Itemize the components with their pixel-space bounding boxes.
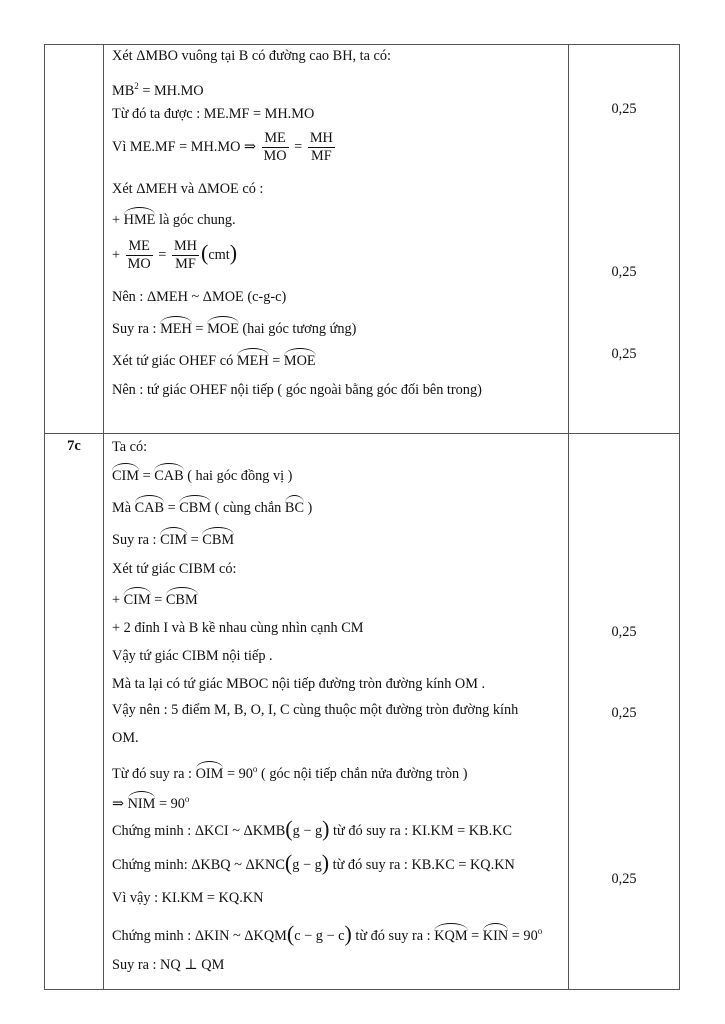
solution-line: Xét tứ giác CIBM có:: [112, 561, 237, 577]
angle-arc: HME: [123, 212, 156, 228]
solution-line: Vì ME.MF = MH.MO ⇒ $\frac{ME}{MO}$ = $\frac{MH}{MF}$: [112, 130, 333, 164]
solution-line: CIM = CAB ( hai góc đồng vị ): [112, 468, 293, 484]
solution-line: ⇒ NIM = $90^o$: [112, 794, 190, 812]
table-row: [45, 45, 680, 434]
solution-line: + $\frac{ME}{MO}$ = $\frac{MH}{MF}$ (cmt): [112, 238, 238, 272]
solution-line: Từ đó ta được : ME.MF = MH.MO: [112, 106, 315, 122]
question-label: 7c: [67, 438, 81, 454]
angle-arc: CIM: [160, 532, 188, 548]
angle-arc: NIM: [127, 796, 156, 812]
arc-symbol: BC: [284, 500, 304, 516]
fraction: $\frac{ME}{MO}$: [263, 130, 287, 164]
solution-line: Chứng minh: ΔKBQ ~ ΔKNC(g − g) từ đó suy ra : KB.KC = KQ.KN: [112, 850, 515, 875]
solution-line: Vậy nên : 5 điểm M, B, O, I, C cùng thuộc một đường tròn đường kính: [112, 702, 519, 718]
solution-line: Xét ΔMBO vuông tại B có đường cao BH, ta có:: [112, 48, 392, 64]
angle-arc: KQM: [434, 928, 468, 944]
angle-arc: MOE: [283, 353, 316, 369]
fraction: $\frac{MH}{MF}$: [309, 130, 333, 164]
angle-arc: MEH: [160, 321, 192, 337]
angle-arc: CBM: [202, 532, 235, 548]
score-value: 0,25: [611, 264, 637, 280]
score-value: 0,25: [611, 101, 637, 117]
question-label-cell: [45, 45, 104, 434]
angle-arc: CBM: [179, 500, 212, 516]
score-value: 0,25: [611, 624, 637, 640]
solution-line: OM.: [112, 730, 139, 746]
angle-arc: MOE: [207, 321, 239, 337]
angle-arc: OIM: [195, 766, 224, 782]
solution-line: Xét ΔMEH và ΔMOE có :: [112, 181, 264, 197]
solution-line: $MB^2 = MH.MO$: [112, 81, 204, 99]
solution-line: + 2 đỉnh I và B kề nhau cùng nhìn cạnh CM: [112, 620, 364, 636]
score-value: 0,25: [611, 705, 637, 721]
angle-arc: MEH: [236, 353, 269, 369]
angle-arc: CBM: [165, 592, 198, 608]
solution-line: + CIM = CBM: [112, 592, 198, 608]
score-value: 0,25: [611, 871, 637, 887]
grading-table: [44, 44, 680, 990]
solution-line: Suy ra : CIM = CBM: [112, 532, 235, 548]
solution-line: Vậy tứ giác CIBM nội tiếp .: [112, 648, 273, 664]
solution-line: Mà CAB = CBM ( cùng chắn BC ): [112, 500, 313, 516]
angle-arc: KIN: [482, 928, 509, 944]
angle-arc: CAB: [134, 500, 165, 516]
angle-arc: CAB: [154, 468, 184, 484]
fraction: $\frac{MH}{MF}$: [173, 238, 197, 272]
solution-line: Suy ra : NQ ⊥ QM: [112, 957, 225, 973]
solution-line: Mà ta lại có tứ giác MBOC nội tiếp đường tròn đường kính OM .: [112, 676, 486, 692]
solution-line: Suy ra : MEH = MOE (hai góc tương ứng): [112, 321, 357, 337]
solution-line: Vì vậy : KI.KM = KQ.KN: [112, 890, 264, 906]
score-value: 0,25: [611, 346, 637, 362]
solution-line: Từ đó suy ra : OIM = $90^o$ ( góc nội tiếp chắn nửa đường tròn ): [112, 764, 468, 782]
solution-line: Xét tứ giác OHEF có MEH = MOE: [112, 353, 316, 369]
solution-line: Ta có:: [112, 439, 148, 455]
angle-arc: CIM: [112, 468, 140, 484]
angle-arc: CIM: [123, 592, 151, 608]
solution-line: Nên : ΔMEH ~ ΔMOE (c-g-c): [112, 289, 287, 305]
solution-cell: [104, 434, 569, 990]
solution-line: Nên : tứ giác OHEF nội tiếp ( góc ngoài bằng góc đối bên trong): [112, 382, 482, 398]
table-row: [45, 434, 680, 990]
solution-line: Chứng minh : ΔKCI ~ ΔKMB(g − g) từ đó suy ra : KI.KM = KB.KC: [112, 816, 513, 841]
question-label-cell: [45, 434, 104, 990]
solution-cell: [104, 45, 569, 434]
score-cell: [569, 434, 680, 990]
fraction: $\frac{ME}{MO}$: [127, 238, 151, 272]
score-cell: [569, 45, 680, 434]
solution-line: Chứng minh : ΔKIN ~ ΔKQM(c − g − c) từ đó suy ra : KQM = KIN = $90^o$: [112, 921, 543, 946]
solution-line: + HME là góc chung.: [112, 212, 236, 228]
